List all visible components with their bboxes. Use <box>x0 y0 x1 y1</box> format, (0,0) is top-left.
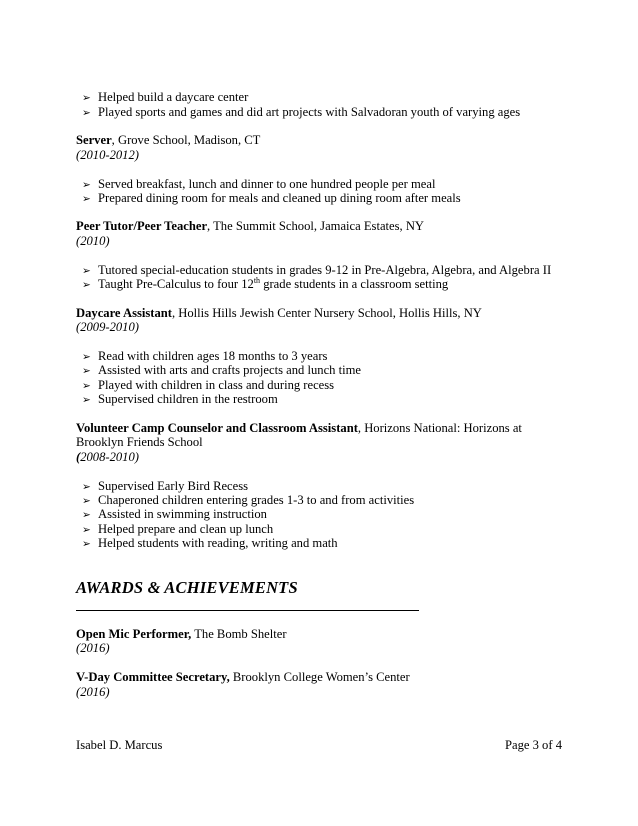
arrow-bullet-icon: ➢ <box>82 193 91 205</box>
award-title: V-Day Committee Secretary, <box>76 670 230 684</box>
arrow-bullet-icon: ➢ <box>82 365 91 377</box>
job-dates: (2009-2010) <box>76 320 139 334</box>
award-org: Brooklyn College Women’s Center <box>229 670 410 684</box>
list-item: ➢ Served breakfast, lunch and dinner to one hundred people per meal <box>82 177 436 191</box>
section-heading: AWARDS & ACHIEVEMENTS <box>76 578 298 597</box>
job-dates: (2008-2010) <box>76 450 139 464</box>
list-item: ➢ Helped prepare and clean up lunch <box>82 522 274 536</box>
list-item: ➢ Assisted in swimming instruction <box>82 507 267 521</box>
list-item: ➢ Helped students with reading, writing and math <box>82 536 338 550</box>
list-item: ➢ Prepared dining room for meals and cleaned up dining room after meals <box>82 191 461 205</box>
footer-page-number: Page 3 of 4 <box>504 738 562 752</box>
job-org-continued: Brooklyn Friends School <box>76 435 203 449</box>
arrow-bullet-icon: ➢ <box>82 394 91 406</box>
job-dates: (2010) <box>76 234 110 248</box>
arrow-bullet-icon: ➢ <box>82 481 91 493</box>
arrow-bullet-icon: ➢ <box>82 107 91 119</box>
arrow-bullet-icon: ➢ <box>82 265 91 277</box>
job-title: Peer Tutor/Peer Teacher <box>76 219 208 233</box>
job-org: , Hollis Hills Jewish Center Nursery School, Hollis Hills, NY <box>171 306 482 320</box>
arrow-bullet-icon: ➢ <box>82 380 91 392</box>
job-org: , The Summit School, Jamaica Estates, NY <box>207 219 425 233</box>
award-dates: (2016) <box>76 685 110 699</box>
list-item: ➢ Helped build a daycare center <box>82 90 249 104</box>
list-item: ➢ Assisted with arts and crafts projects and lunch time <box>82 363 362 377</box>
arrow-bullet-icon: ➢ <box>82 179 91 191</box>
list-item: ➢ Supervised children in the restroom <box>82 392 278 406</box>
footer-name: Isabel D. Marcus <box>76 738 163 752</box>
award-dates: (2016) <box>76 641 110 655</box>
job-org: , Horizons National: Horizons at <box>357 421 522 435</box>
arrow-bullet-icon: ➢ <box>82 279 91 291</box>
job-org: , Grove School, Madison, CT <box>111 133 261 147</box>
arrow-bullet-icon: ➢ <box>82 524 91 536</box>
award-title-line <box>76 670 410 685</box>
award-title: Open Mic Performer, <box>76 627 192 641</box>
job-title: Server <box>76 133 112 147</box>
job-title-line <box>76 306 482 321</box>
arrow-bullet-icon: ➢ <box>82 538 91 550</box>
job-title: Daycare Assistant <box>76 306 172 320</box>
arrow-bullet-icon: ➢ <box>82 92 91 104</box>
list-item: ➢ Supervised Early Bird Recess <box>82 479 249 493</box>
award-title-line <box>76 627 287 642</box>
job-title: Volunteer Camp Counselor and Classroom Assistant <box>76 421 358 435</box>
list-item: ➢ Read with children ages 18 months to 3 years <box>82 349 328 363</box>
award-org: The Bomb Shelter <box>191 627 287 641</box>
job-title-line <box>76 219 424 234</box>
list-item: ➢ Tutored special-education students in grades 9-12 in Pre-Algebra, Algebra, and Algebra II <box>82 263 552 277</box>
job-title-line <box>76 421 522 436</box>
arrow-bullet-icon: ➢ <box>82 509 91 521</box>
arrow-bullet-icon: ➢ <box>82 495 91 507</box>
list-item: ➢ Played with children in class and during recess <box>82 378 335 392</box>
job-title-line <box>76 133 260 148</box>
list-item: ➢ Taught Pre-Calculus to four 12th grade students in a classroom setting <box>82 275 449 291</box>
section-divider <box>76 610 419 611</box>
list-item: ➢ Played sports and games and did art projects with Salvadoran youth of varying ages <box>82 105 521 119</box>
list-item: ➢ Chaperoned children entering grades 1-3 to and from activities <box>82 493 415 507</box>
arrow-bullet-icon: ➢ <box>82 351 91 363</box>
job-dates: (2010-2012) <box>76 148 139 162</box>
